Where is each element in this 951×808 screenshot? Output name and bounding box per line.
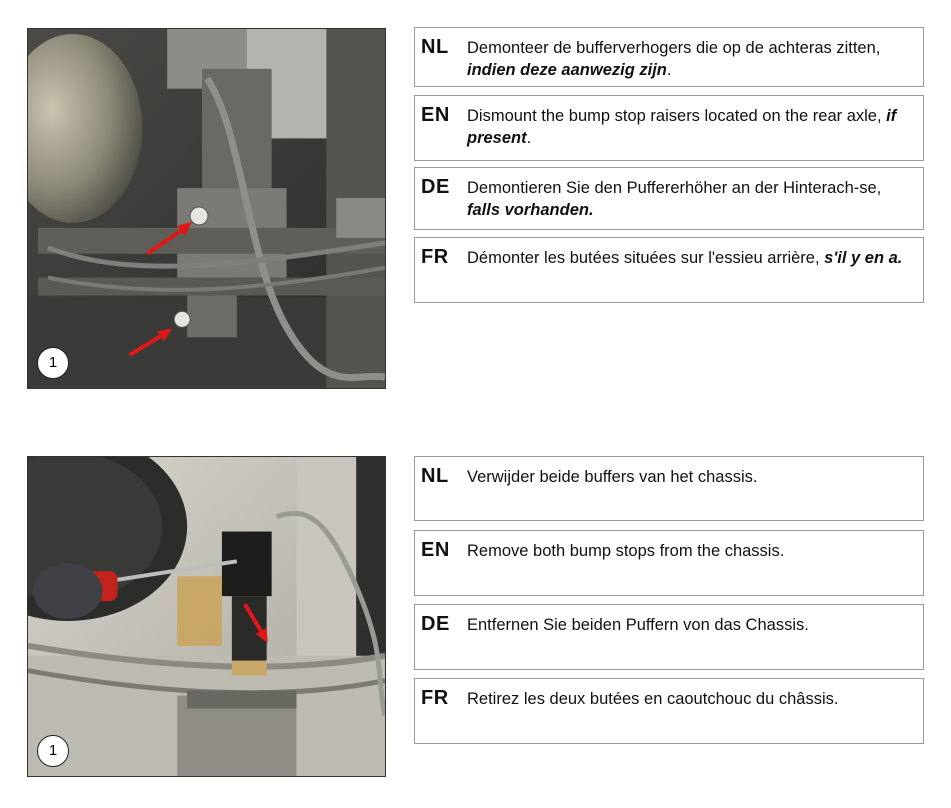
instruction-emphasis: indien deze aanwezig zijn	[467, 61, 667, 79]
instruction-fr	[414, 678, 924, 744]
step-number-badge: 1	[37, 347, 69, 379]
instruction-en	[414, 95, 924, 161]
instruction-text	[467, 105, 909, 149]
instruction-emphasis: s'il y en a.	[824, 249, 903, 267]
instruction-de	[414, 604, 924, 670]
instruction-text	[467, 37, 909, 81]
instruction-body: Démonter les butées situées sur l'essieu arrière,	[467, 249, 825, 267]
step-number-badge: 1	[37, 735, 69, 767]
language-code: DE	[421, 613, 450, 635]
instruction-emphasis: falls vorhanden.	[467, 201, 594, 219]
language-code: DE	[421, 176, 450, 198]
instruction-body: Dismount the bump stop raisers located on the rear axle,	[467, 107, 887, 125]
instruction-de	[414, 167, 924, 230]
rear-axle-illustration	[28, 29, 385, 388]
language-code: EN	[421, 104, 450, 126]
instruction-emphasis: if present	[467, 107, 897, 147]
language-code: FR	[421, 687, 449, 709]
instruction-text: Verwijder beide buffers van het chassis.	[467, 468, 758, 486]
instruction-text	[467, 177, 909, 221]
instruction-text: Remove both bump stops from the chassis.	[467, 542, 785, 560]
language-code: EN	[421, 539, 450, 561]
instruction-end: .	[526, 129, 532, 147]
instruction-text	[467, 247, 909, 269]
instruction-nl	[414, 27, 924, 87]
language-code: FR	[421, 246, 449, 268]
instruction-body: Demontieren Sie den Puffererhöher an der Hinterach-se,	[467, 179, 882, 197]
chassis-illustration	[28, 457, 385, 776]
language-code: NL	[421, 465, 449, 487]
instruction-end: .	[666, 61, 672, 79]
instruction-text: Retirez les deux butées en caoutchouc du châssis.	[467, 690, 839, 708]
instruction-text: Entfernen Sie beiden Puffern von das Chassis.	[467, 616, 809, 634]
language-code: NL	[421, 36, 449, 58]
instruction-nl	[414, 456, 924, 521]
instruction-en	[414, 530, 924, 596]
instruction-fr	[414, 237, 924, 303]
instruction-body: Demonteer de bufferverhogers die op de achteras zitten,	[467, 39, 881, 57]
photo-chassis-bump-stop-removal	[27, 456, 386, 777]
photo-rear-axle-bump-stop	[27, 28, 386, 389]
